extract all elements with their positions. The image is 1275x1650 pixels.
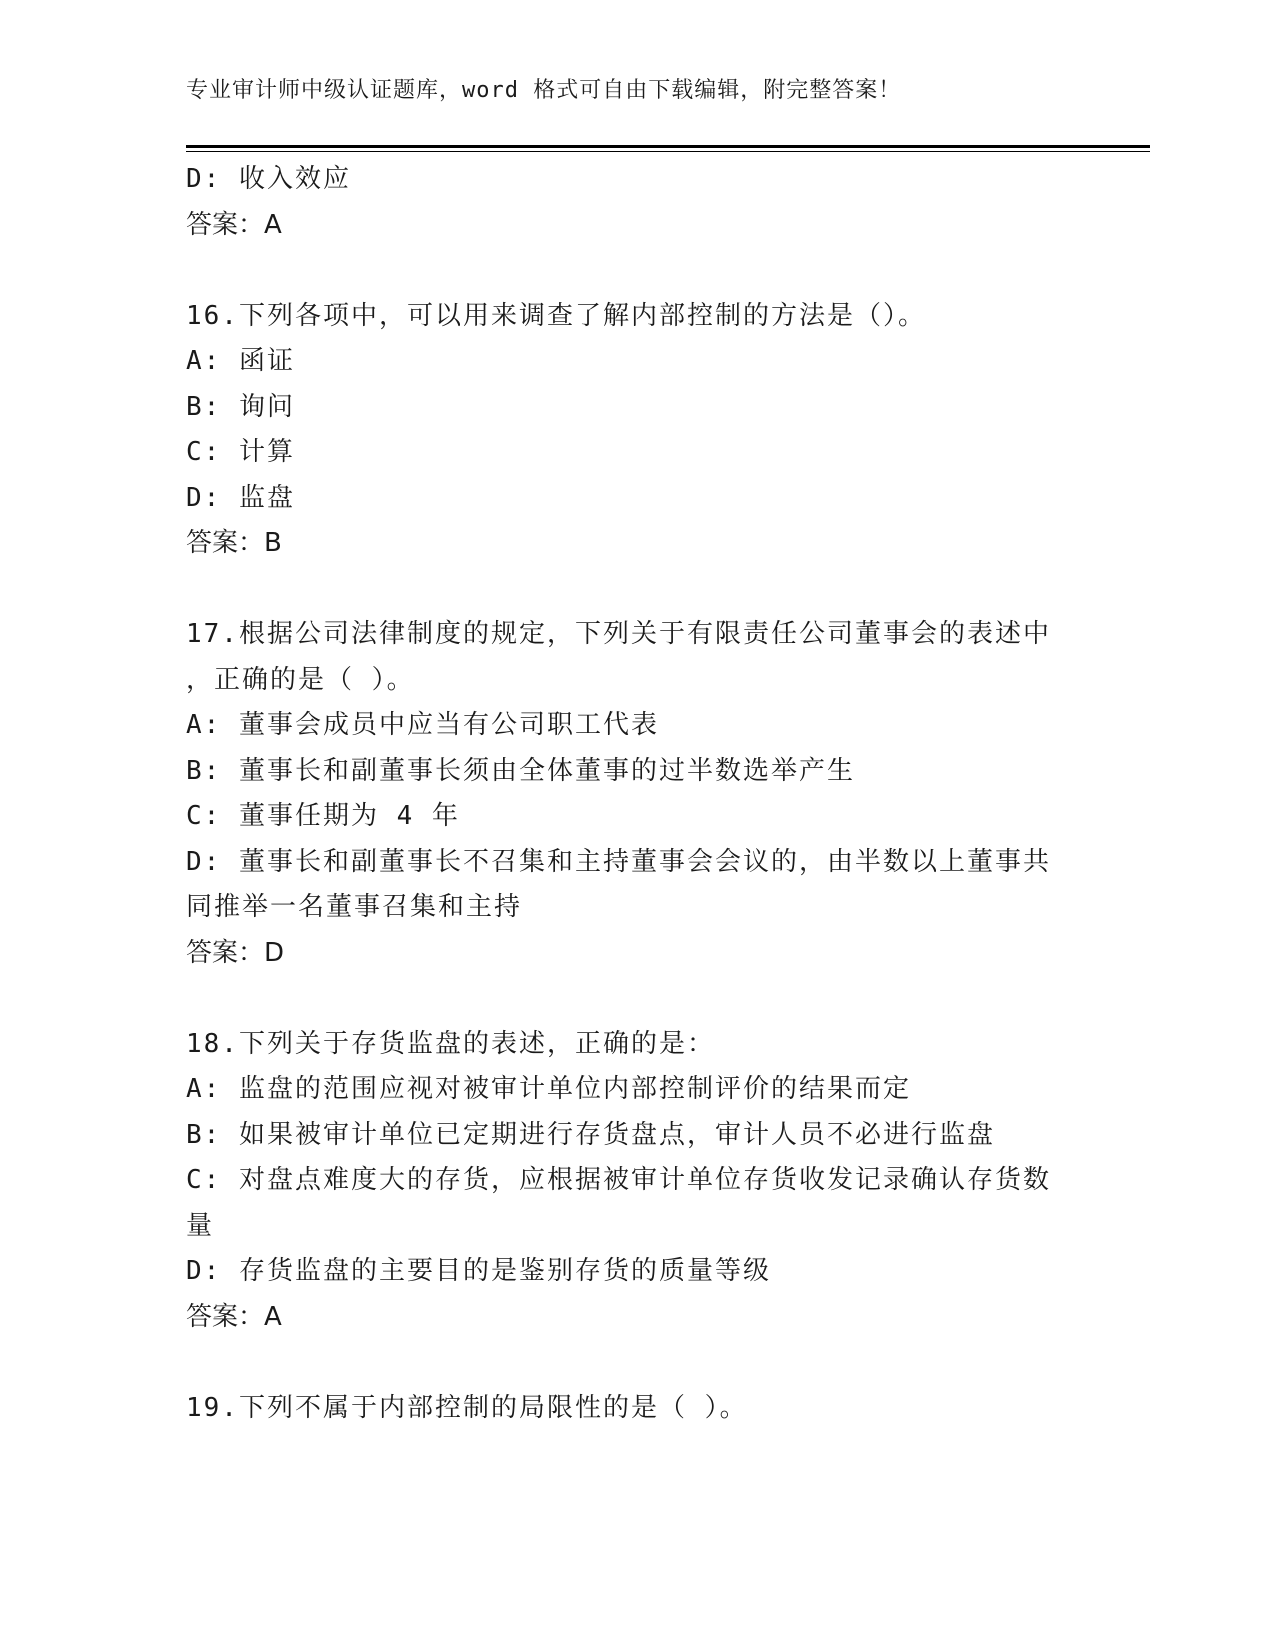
option-line: 同推举一名董事召集和主持 [186, 892, 523, 922]
header-rule-thin [186, 151, 1150, 152]
option-line: B: 如果被审计单位已定期进行存货盘点，审计人员不必进行监盘 [186, 1119, 995, 1150]
option-line: A: 监盘的范围应视对被审计单位内部控制评价的结果而定 [186, 1074, 911, 1104]
option-line: D: 监盘 [186, 482, 295, 513]
answer-line: 答案：D [186, 937, 285, 968]
question-block [186, 1386, 1086, 1432]
option-line: A: 董事会成员中应当有公司职工代表 [186, 710, 659, 740]
question-stem: 18.下列关于存货监盘的表述，正确的是： [186, 1028, 715, 1059]
option-line: C: 计算 [186, 437, 295, 467]
answer-line: 答案：A [186, 209, 282, 240]
option-line: C: 董事任期为 4 年 [186, 801, 460, 831]
page-header: 专业审计师中级认证题库，word 格式可自由下载编辑，附完整答案！ [186, 78, 902, 103]
option-line: D: 董事长和副董事长不召集和主持董事会会议的，由半数以上董事共 [186, 846, 1051, 877]
option-line: D: 存货监盘的主要目的是鉴别存货的质量等级 [186, 1256, 771, 1286]
header-rule-thick [186, 145, 1150, 148]
option-line: A: 函证 [186, 346, 295, 376]
question-block [186, 1022, 1086, 1341]
question-stem: ，正确的是（ ）。 [186, 664, 415, 695]
answer-line: 答案：B [186, 528, 282, 558]
question-block [186, 294, 1086, 567]
spacer [186, 248, 1086, 294]
spacer [186, 1340, 1086, 1386]
option-line: B: 询问 [186, 391, 295, 422]
spacer [186, 567, 1086, 613]
spacer [186, 976, 1086, 1022]
option-line: B: 董事长和副董事长须由全体董事的过半数选举产生 [186, 755, 855, 786]
option-line: C: 对盘点难度大的存货，应根据被审计单位存货收发记录确认存货数 [186, 1165, 1051, 1195]
option-line: 量 [186, 1210, 215, 1241]
answer-line: 答案：A [186, 1301, 282, 1332]
option-line: D: 收入效应 [186, 164, 351, 194]
question-block [186, 612, 1086, 976]
question-stem: 16.下列各项中，可以用来调查了解内部控制的方法是（）。 [186, 300, 926, 331]
question-stem: 19.下列不属于内部控制的局限性的是（ ）。 [186, 1392, 748, 1423]
question-content [186, 157, 1086, 1431]
question-stem: 17.根据公司法律制度的规定，下列关于有限责任公司董事会的表述中 [186, 619, 1051, 649]
